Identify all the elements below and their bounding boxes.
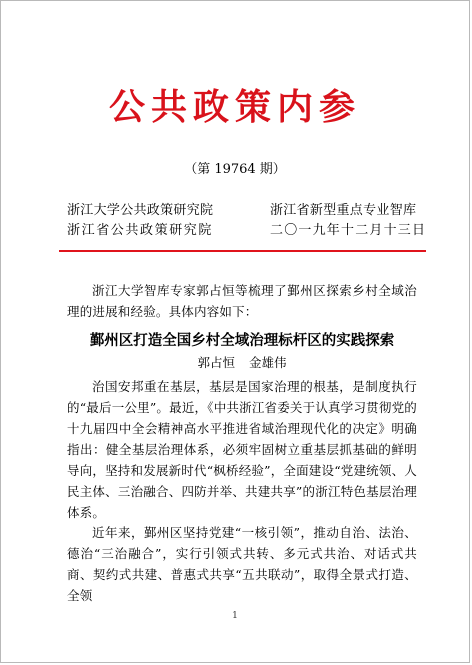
publisher-left-1: 浙江大学公共政策研究院 [67, 203, 214, 218]
publication-date: 二〇一九年十二月十三日 [270, 223, 427, 238]
author-name: 金雄伟 [249, 355, 287, 370]
red-divider [59, 250, 426, 252]
issue-number: （第 19764 期） [184, 162, 286, 177]
authors-line [67, 354, 417, 372]
intro-paragraph: 浙江大学智库专家郭占恒等梳理了鄞州区探索乡村全域治理的进展和经验。具体内容如下： [67, 283, 417, 319]
page-number: 1 [232, 611, 238, 621]
body-paragraph: 治国安邦重在基层，基层是国家治理的根基，是制度执行的“最后一公里”。最近，《中共浙江省委关于认真学习贯彻党的十九届四中全会精神高水平推进省域治理现代化的决定》明确指出：健全基层治理体系，必须牢固树立重基层抓基础的鲜明导向，坚持和发展新时代“枫桥经验”，全面建设“党建统领、人民主体、三治融合、四防并举、共建共享”的浙江特色基层治理体系。 [67, 379, 417, 520]
publisher-left-2: 浙江省公共政策研究院 [67, 223, 214, 238]
author-name: 郭占恒 [197, 355, 235, 370]
masthead-title: 公共政策内参 [108, 86, 361, 128]
publisher-right-1: 浙江省新型重点专业智库 [270, 203, 417, 218]
article-title: 鄞州区打造全国乡村全域治理标杆区的实践探索 [89, 333, 395, 349]
body-paragraph: 近年来，鄞州区坚持党建“一核引领”，推动自治、法治、德治“三治融合”，实行引领式共转、多元式共治、对话式共商、契约式共建、普惠式共享“五共联动”，取得全景式打造、全领 [67, 525, 417, 603]
